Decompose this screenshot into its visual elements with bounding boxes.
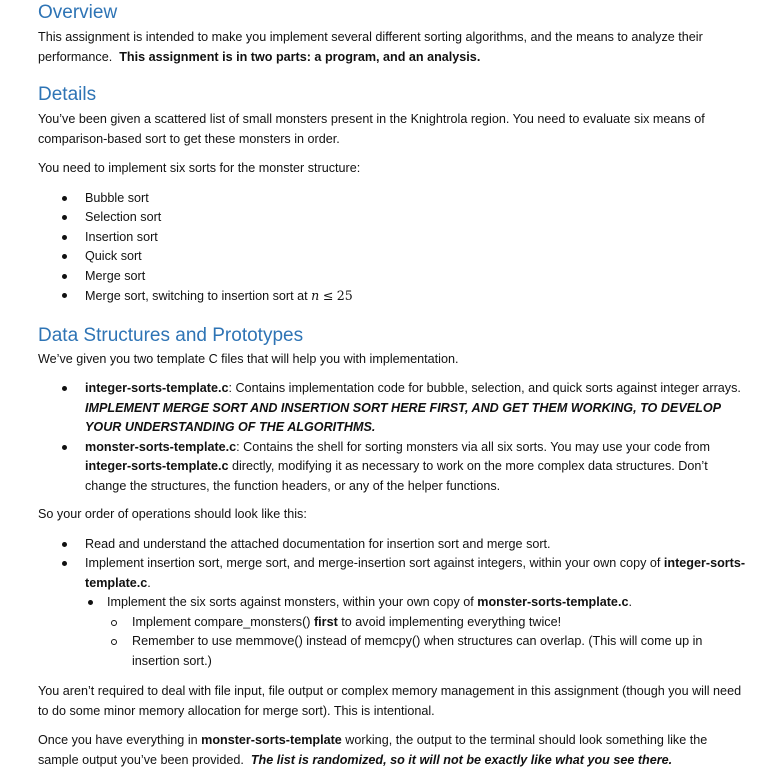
template-file-item (38, 379, 750, 438)
math-operator: ≤ (322, 288, 334, 303)
overview-bold-text: This assignment is in two parts: a program, and an analysis. (119, 49, 481, 64)
operation-subsubitem: Remember to use memmove() instead of memcpy() when structures can overlap. (This will come up in insertion sort.) (38, 632, 750, 671)
emphasis-text: IMPLEMENT MERGE SORT AND INSERTION SORT HERE FIRST, AND GET THEM WORKING, TO DEVELOP YOUR UNDERSTANDING OF THE ALGORITHMS. (85, 400, 721, 434)
template-files-list (38, 379, 750, 496)
overview-text: This assignment is intended to make you implement several different sorting algorithms, and the means to analyze their performance. (38, 30, 703, 64)
operation-item (38, 554, 750, 593)
file-name: monster-sorts-template (201, 733, 342, 747)
file-name: integer-sorts-template.c (85, 381, 229, 395)
operation-subitem (38, 593, 750, 613)
details-paragraph-1: You’ve been given a scattered list of small monsters present in the Knightrola region. You need to evaluate six means of comparison-based sort to get these monsters in order. (38, 112, 705, 146)
sorts-list (38, 189, 750, 307)
data-structures-intro: We’ve given you two template C files that will help you with implementation. (38, 351, 459, 366)
document-page (38, 0, 750, 770)
emphasis-text: The list is randomized, so it will not be exactly like what you see there. (250, 752, 673, 767)
sort-item: Bubble sort (38, 189, 750, 209)
sort-item: Quick sort (38, 247, 750, 267)
math-variable: n (311, 288, 320, 303)
file-description: directly, modifying it as necessary to work on the more complex data structures. Don’t change the structures, the function headers, or any of the helper functions. (85, 459, 708, 493)
sort-item: Merge sort (38, 267, 750, 287)
operation-subsubitem (38, 613, 750, 633)
data-structures-heading: Data Structures and Prototypes (38, 324, 304, 346)
details-paragraph-2: You need to implement six sorts for the monster structure: (38, 161, 361, 175)
template-file-item (38, 438, 750, 497)
sort-item-text: Merge sort, switching to insertion sort at (85, 289, 312, 303)
math-number: 25 (336, 288, 353, 303)
file-name: monster-sorts-template.c (477, 595, 629, 609)
file-description: : Contains the shell for sorting monsters via all six sorts. You may use your code from (236, 439, 711, 454)
file-name: integer-sorts-template.c (85, 459, 229, 473)
sort-item: Selection sort (38, 208, 750, 228)
punctuation: . (147, 575, 151, 590)
closing-paragraph-1: You aren’t required to deal with file input, file output or complex memory management in this assignment (though you will need to do some minor memory allocation for merge sort). This is intentional. (38, 684, 742, 718)
file-name: integer-sorts-template.c (85, 556, 746, 590)
overview-paragraph (38, 28, 750, 67)
order-intro: So your order of operations should look like this: (38, 507, 307, 521)
details-heading: Details (38, 84, 97, 105)
overview-heading: Overview (38, 2, 118, 23)
file-description: : Contains implementation code for bubble, selection, and quick sorts against integer arrays. (228, 381, 741, 395)
punctuation: . (628, 595, 632, 609)
sort-item-merge-insertion (38, 286, 750, 307)
operation-text: to avoid implementing everything twice! (341, 614, 562, 629)
file-name: monster-sorts-template.c (85, 439, 237, 454)
closing-paragraph-2 (38, 731, 750, 770)
operation-text: Implement the six sorts against monsters, within your own copy of (107, 595, 474, 609)
sort-item: Insertion sort (38, 228, 750, 248)
closing-text: Once you have everything in (38, 733, 198, 747)
operations-list (38, 535, 750, 672)
closing-text: working, the output to the terminal should look something like the sample output you’ve been provided. (38, 733, 708, 767)
bold-word: first (313, 614, 338, 629)
operation-text: Implement compare_monsters() (132, 614, 311, 629)
operation-text: Implement insertion sort, merge sort, and merge-insertion sort against integers, within your own copy of (85, 556, 661, 570)
operation-item: Read and understand the attached documentation for insertion sort and merge sort. (38, 535, 750, 555)
